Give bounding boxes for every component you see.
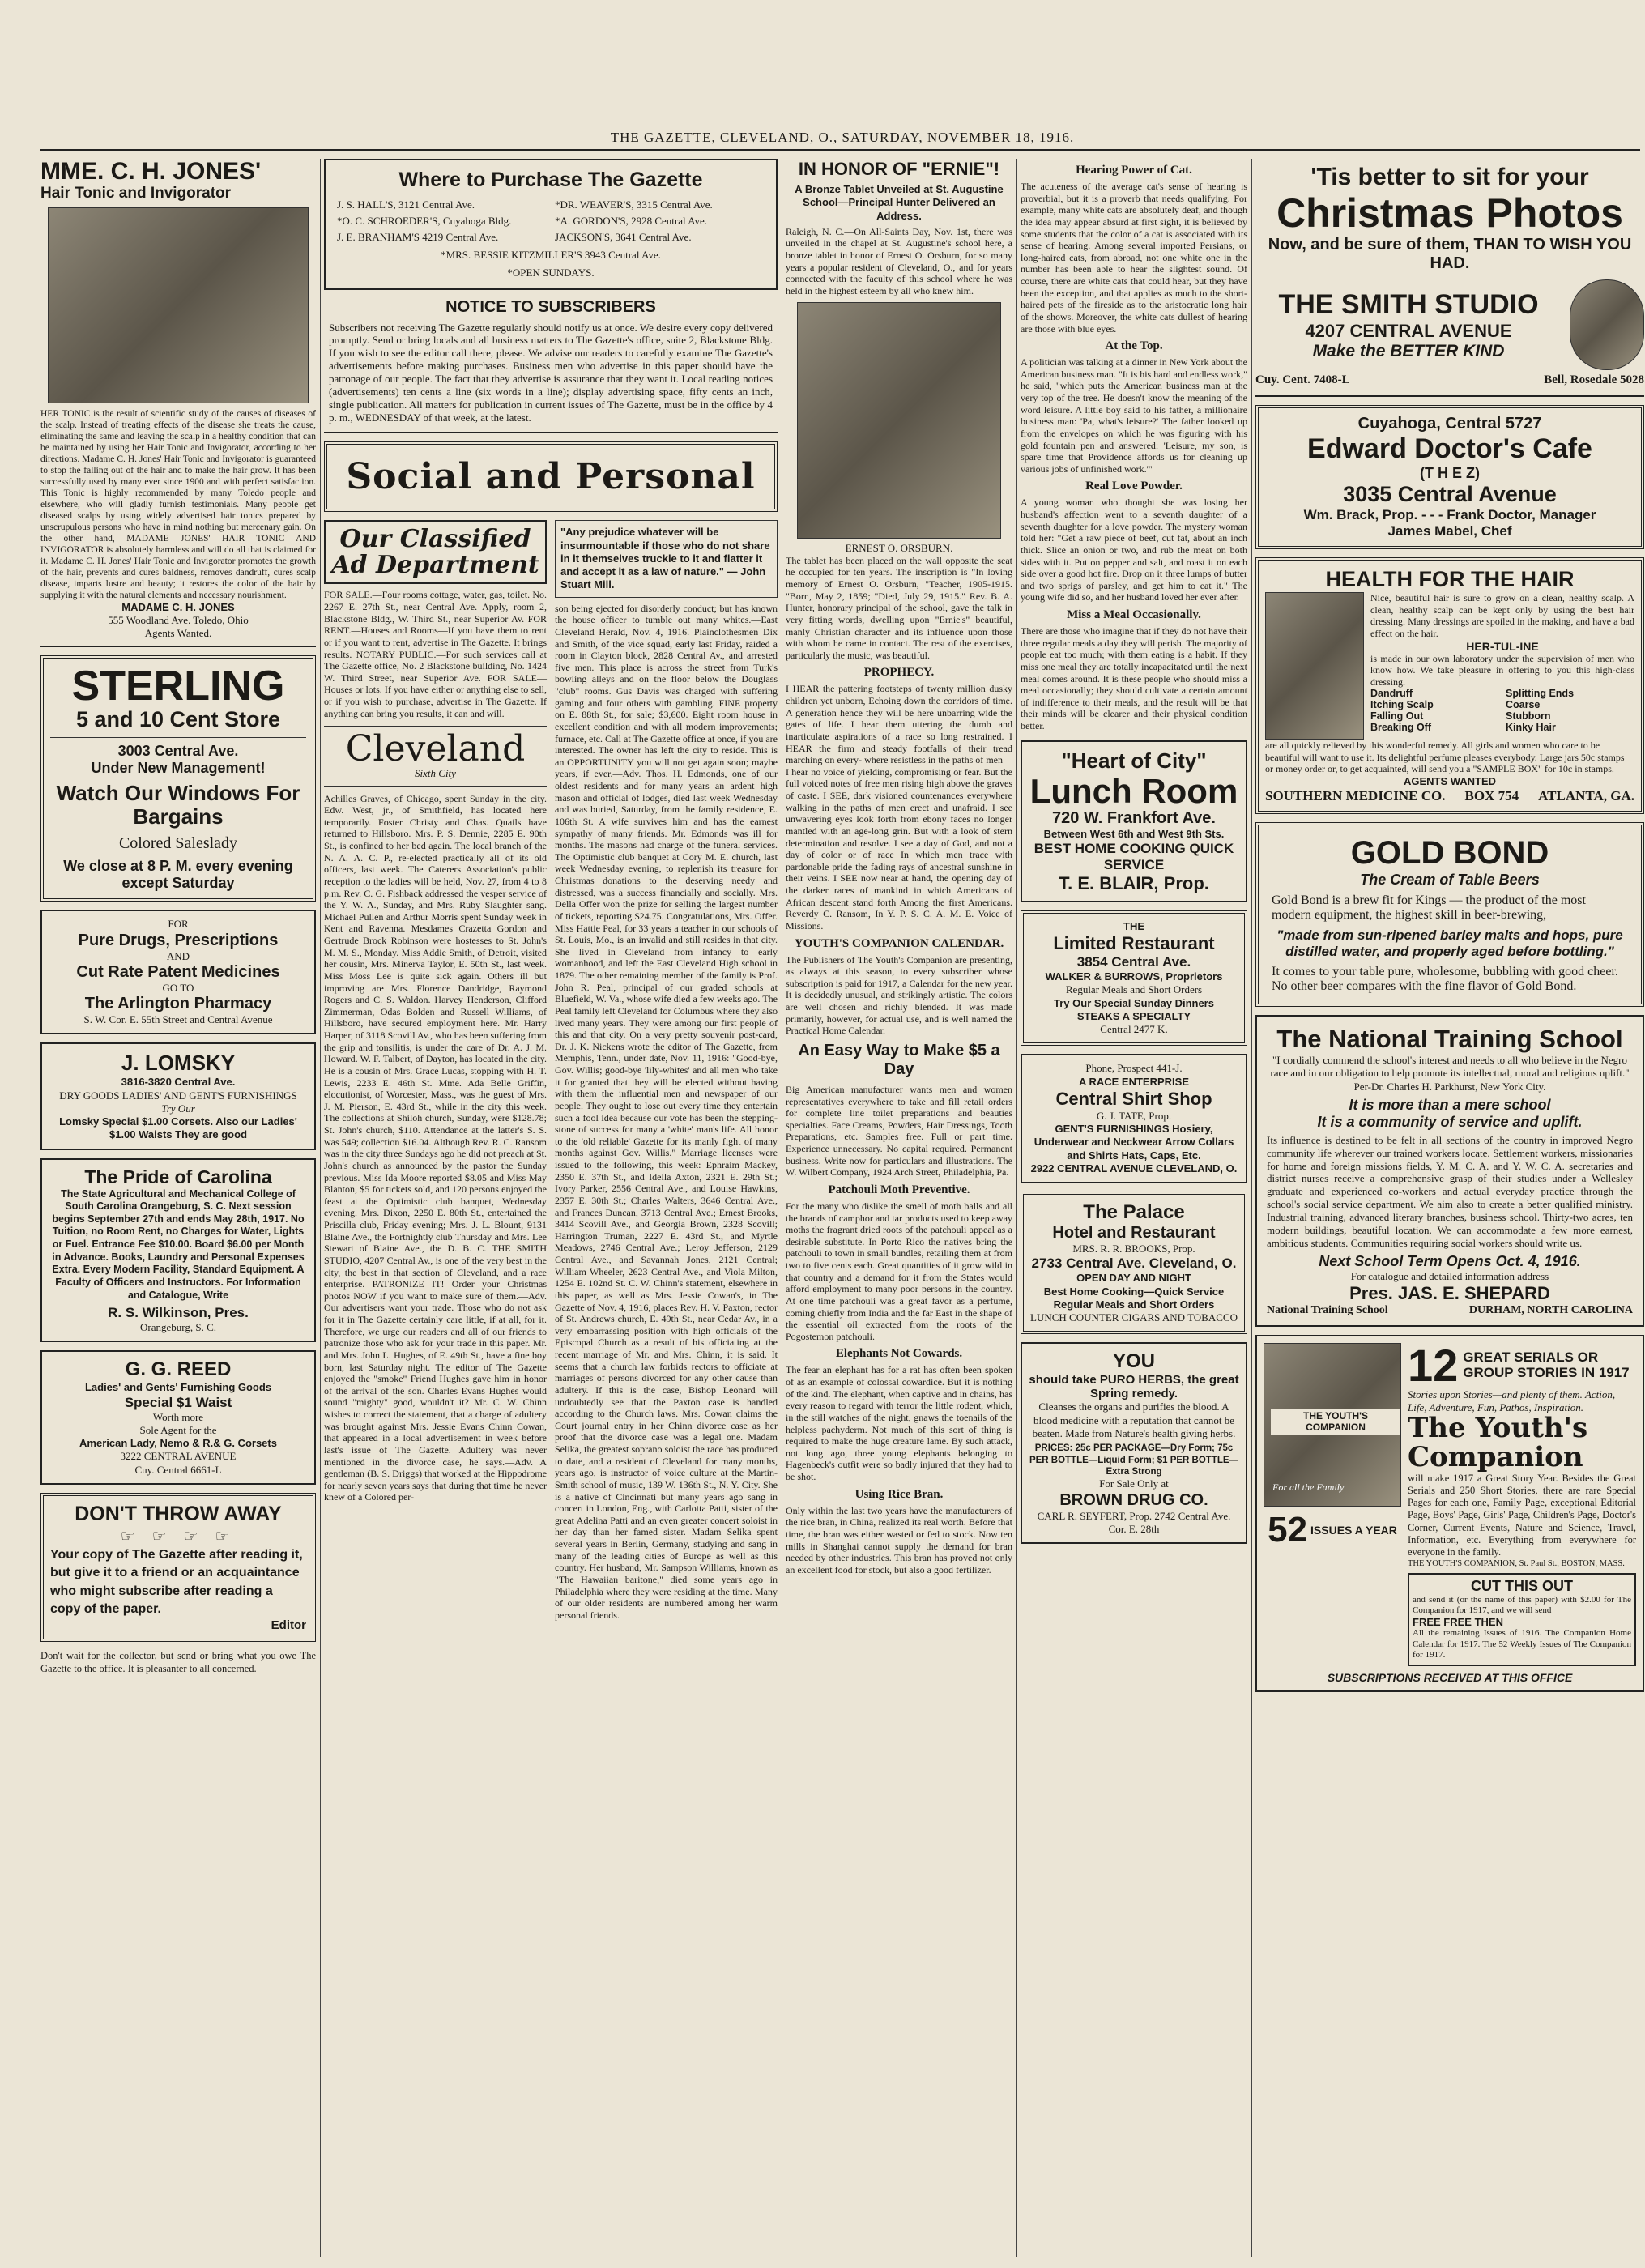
arlington-goto: GO TO <box>162 981 194 994</box>
studio-phones <box>1255 373 1644 387</box>
hair-company <box>1265 788 1634 804</box>
cafe-the: (T H E Z) <box>1420 465 1480 481</box>
limited-the: THE <box>1123 919 1144 932</box>
nts-term: Next School Term Opens Oct. 4, 1916. <box>1319 1252 1581 1269</box>
jones-title: MME. C. H. JONES' <box>40 159 262 185</box>
classified-title: Our Classified Ad Department <box>331 525 539 579</box>
throw-body: Your copy of The Gazette after reading it, but give it to a friend or an acquaintance who might subscribe after reading a copy of the paper. <box>50 1547 303 1617</box>
column-1 <box>40 159 316 2257</box>
throw-title: DON'T THROW AWAY <box>75 1502 282 1525</box>
column-3 <box>786 159 1012 2257</box>
puro-title: should take PURO HERBS, the great Spring remedy. <box>1029 1373 1239 1401</box>
hair-health-ad <box>1255 557 1644 814</box>
column-rule <box>320 159 321 2257</box>
nts-place: DURHAM, NORTH CAROLINA <box>1468 1303 1633 1316</box>
column-rule <box>1251 159 1252 2257</box>
yc-magazine-label: THE YOUTH'S COMPANION <box>1271 1409 1400 1435</box>
arlington-and: AND <box>166 949 190 962</box>
miss-meal-title: Miss a Meal Occasionally. <box>1067 608 1201 621</box>
hair-agents: AGENTS WANTED <box>1403 774 1497 787</box>
carolina-place: Orangeburg, S. C. <box>139 1321 216 1334</box>
ernie-deck: A Bronze Tablet Unveiled at St. Augustine School—Principal Hunter Delivered an Address. <box>795 183 1004 222</box>
youths-companion-ad <box>1255 1335 1644 1692</box>
reed-corsets: American Lady, Nemo & R.& G. Corsets <box>79 1437 277 1450</box>
lunch-room-ad <box>1021 740 1247 902</box>
top-body: A politician was talking at a dinner in New York about the American business man. "It is his hard and endless work," he said, "which puts the American business man at the very top of the tree. He doesn't know the meaning of the word leisure. A little boy said to his father, a millionaire business man: 'Pa, what's leisure?' The father looked up from the envelopes on which he was figuring with his gold fountain pen and answered: 'Leisure, my son, is spare time that Providence affords us for cleaning up various jobs of unfinished work.'" <box>1021 356 1247 475</box>
xmas-sub: Now, and be sure of them, THAN TO WISH YOU HAD. <box>1268 236 1632 272</box>
column-rule <box>1016 159 1017 2257</box>
limited-meals: Regular Meals and Short Orders <box>1065 983 1203 996</box>
studio-address: 4207 CENTRAL AVENUE <box>1305 320 1512 341</box>
yc-great: GREAT SERIALS OR GROUP STORIES IN 1917 <box>1463 1349 1630 1380</box>
lunch-best: BEST HOME COOKING QUICK SERVICE <box>1033 840 1234 872</box>
yc-header <box>1408 1339 1636 1391</box>
jones-agents: Agents Wanted. <box>144 627 212 640</box>
yc-text <box>1408 1339 1636 1666</box>
throw-sign: Editor <box>271 1618 306 1633</box>
mill-quote: "Any prejudice whatever will be insurmountable if those who do not share in it themselves truckle to it and flatter it and accept it as a law of nature." — John Stuart Mill. <box>555 520 778 597</box>
hair-box: BOX 754 <box>1464 788 1519 804</box>
smith-studio-ad <box>1255 159 1644 397</box>
patchouli-title: Patchouli Moth Preventive. <box>828 1183 970 1196</box>
hair-text <box>1370 592 1634 740</box>
limited-props: WALKER & BURROWS, Proprietors <box>1045 970 1223 983</box>
yc-52: 52 <box>1268 1509 1308 1550</box>
collector-note: Don't wait for the collector, but send or bring what you owe The Gazette to the office. It is pleasanter to all concerned. <box>40 1650 316 1674</box>
top-title: At the Top. <box>1105 339 1163 353</box>
purchase-item: JACKSON'S, 3641 Central Ave. <box>555 231 692 243</box>
studio-name: THE SMITH STUDIO <box>1278 288 1539 320</box>
prophecy-title: PROPHECY. <box>863 666 935 680</box>
ernie-body-2: The tablet has been placed on the wall opposite the seat he occupied for ten years. The inscription is "In loving memory of Ernest O. Orsburn, "Teacher, 1905-1915. "Born, May 2, 1859; "Died, July 29, 1915." Rev. B. A. Hunter, honorary principal of the school, gave the talk in very fitting words, dwelling upon "Ernie's" beautiful, manly Christian character and its influence upon those with whom he came in contact. The rest of the exercises, particularly the music, was beautiful. <box>786 554 1012 661</box>
doctor-cafe-ad <box>1255 405 1644 549</box>
pointing-hands-icon: ☞ ☞ ☞ ☞ <box>120 1527 237 1545</box>
throw-away-ad <box>40 1493 316 1643</box>
social-banner <box>324 441 778 512</box>
carolina-ad <box>40 1158 316 1343</box>
reed-phone: Cuy. Central 6661-L <box>134 1463 222 1476</box>
social-left-column <box>324 520 547 1621</box>
hair-body-2: is made in our own laboratory under the supervision of men who know how. We take pleasure in offering to you this high-class dressing. <box>1370 652 1634 688</box>
cleveland-sub: Sixth City <box>415 767 456 780</box>
carolina-title: The Pride of Carolina <box>84 1166 272 1187</box>
lomsky-address: 3816-3820 Central Ave. <box>121 1076 236 1089</box>
hair-city: ATLANTA, GA. <box>1538 788 1634 804</box>
jones-address: 555 Woodland Ave. Toledo, Ohio <box>108 614 249 627</box>
nts-quote: "I cordially commend the school's interest and needs to all who believe in the Negro race and in our obligation to help promote its intellectual, moral and religious uplift." Per-Dr. Charles H. Parkhurst, New York City. <box>1270 1054 1630 1093</box>
limited-restaurant-ad <box>1021 910 1247 1047</box>
limited-steaks: STEAKS A SPECIALTY <box>1076 1009 1191 1022</box>
palace-hotel-ad <box>1021 1192 1247 1334</box>
hair-list-item: Kinky Hair <box>1506 722 1556 734</box>
rice-bran-title: Using Rice Bran. <box>854 1487 944 1501</box>
palace-best: Best Home Cooking—Quick Service <box>1043 1285 1225 1298</box>
puro-herbs-ad <box>1021 1342 1247 1544</box>
purchase-list <box>337 198 765 244</box>
studio-phone: Bell, Rosedale 5028 <box>1544 373 1644 386</box>
social-title: Social and Personal <box>346 456 756 498</box>
yc-12: 12 <box>1408 1339 1459 1391</box>
limited-phone: Central 2477 K. <box>1100 1023 1168 1036</box>
sterling-ad <box>40 655 316 902</box>
gold-body: Gold Bond is a brew fit for Kings — the product of the most modern equipment, the highest skill in beer-brewing, <box>1272 893 1586 923</box>
elephants-body: The fear an elephant has for a rat has often been spoken of as an example of colossal cowardice. But it is nothing of the kind. The elephant, when captive and in chains, has every reason to regard with terror the little rodent, which, in the still watches of the night, gnaws the toenails of the helpless pachyderm. Not much of this sort of thing is required to make the huge creature lame. By such attack, not long ago, three young elephants belonging to Hagenbeck's outfit were so badly injured that they had to be shot. <box>786 1364 1012 1482</box>
hair-list-item: Dandruff <box>1370 688 1413 700</box>
lunch-address: 720 W. Frankfort Ave. <box>1052 808 1216 827</box>
gold-sub: The Cream of Table Beers <box>1360 872 1540 889</box>
purchase-item: J. S. HALL'S, 3121 Central Ave. <box>337 198 475 211</box>
reed-name: G. G. REED <box>125 1358 232 1381</box>
lunch-title: Lunch Room <box>1029 771 1238 810</box>
cafe-address: 3035 Central Avenue <box>1343 482 1557 506</box>
purchase-item: J. E. BRANHAM'S 4219 Central Ave. <box>337 231 499 243</box>
cafe-title: Edward Doctor's Cafe <box>1307 433 1592 464</box>
reed-line1: Ladies' and Gents' Furnishing Goods <box>84 1381 272 1394</box>
carolina-body: The State Agricultural and Mechanical College of South Carolina Orangeburg, S. C. Next session begins September 27th and ends May 28th, 1917. No Tuition, no Room Rent, no Charges for Water, Lights or Fuel. Entrance Fee $10.00. Board $6.00 per Month in Advance. Books, Laundry and Personal Expenses Extra. Every Modern Facility, Standard Equipment. A Faculty of Officers and Instructors. For Information and Catalogue, Write <box>52 1187 305 1301</box>
cleveland-header <box>324 726 547 786</box>
shirt-race: A RACE ENTERPRISE <box>1078 1075 1190 1088</box>
studio-tag: Make the BETTER KIND <box>1312 341 1505 360</box>
palace-title: Hotel and Restaurant <box>1052 1224 1216 1243</box>
prophecy-body: I HEAR the pattering footsteps of twenty million dusky children yet unborn, Echoing down the corridors of time. A generation hence they will be here unbarring wide the gates of life. I hear them uttering the dumb and inarticulate aspirations of a race so long restrained. I HEAR the firm and steady footfalls of their tread marching on every- where resistless in the paths of men— I hear no voice of yielding, compromising or fear. But the full voiced notes of free men rising high above the graves of caste. I SEE, dark visioned countenances everywhere walking in the paths of men erect and unafraid. I see unwavering eyes look forth from ebony faces no longer mantled with an age-long grin. But with a look of stern determination and resolve. I see a day of God, and not a day of color or of race In which men trace with pardonable pride the fading rays of ancestral sunshine in their veins. I SEE now near at hand, the opening day of the darker races of mankind in which Americans of African descent stand forth Among the first Americans. Reverdy C. Ransom, In Y. P. S. C. A. M. E. Voice of Missions. <box>786 683 1012 932</box>
cleveland-title: Cleveland <box>345 728 526 770</box>
cut-title: CUT THIS OUT <box>1471 1577 1573 1594</box>
nts-pres: Pres. JAS. E. SHEPARD <box>1349 1282 1550 1303</box>
cut-free: FREE FREE THEN <box>1413 1616 1503 1629</box>
reed-worth: Worth more <box>152 1410 204 1423</box>
puro-store: BROWN DRUG CO. <box>1059 1490 1208 1509</box>
xmas-title: Christmas Photos <box>1276 190 1623 236</box>
elephants-title: Elephants Not Cowards. <box>835 1347 963 1361</box>
arlington-for: FOR <box>168 918 189 931</box>
rice-bran-body: Only within the last two years have the manufacturers of the rice bran, in China, realized its real worth. Before that time, the bran was either wasted or fed to stock. Now ten mills in Shanghai cannot supply the demand for bran needed by other industries. This bran has proved not only an excellent food for stock, but also a good fertilizer. <box>786 1504 1012 1575</box>
reed-address: 3222 CENTRAL AVENUE <box>120 1450 237 1463</box>
hair-list <box>1370 688 1634 733</box>
cut-items: All the remaining Issues of 1916. The Companion Home Calendar for 1917. The 52 Weekly Issues of The Companion for 1917. <box>1413 1628 1631 1660</box>
studio-portrait <box>1570 279 1644 370</box>
nts-more: It is more than a mere school <box>1349 1096 1551 1113</box>
sterling-watch: Watch Our Windows For Bargains <box>56 780 300 829</box>
lomsky-special: Lomsky Special $1.00 Corsets. Also our Ladies' $1.00 Waists They are good <box>59 1115 297 1141</box>
yc-sub: Stories upon Stories—and plenty of them. Action, Life, Adventure, Fun, Pathos, Inspiration. <box>1408 1388 1616 1414</box>
lunch-prop: T. E. BLAIR, Prop. <box>1059 872 1209 893</box>
sterling-address: 3003 Central Ave. <box>117 742 239 759</box>
limited-try: Try Our Special Sunday Dinners <box>1054 996 1214 1009</box>
miss-meal-body: There are those who imagine that if they do not have their three regular meals a day they will perish. The majority of people eat too much; with them eating is a habit. If they miss one meal they are totally incapacitated until the next meal comes around. It is these people who should miss a meal occasionally; they should cultivate a certain amount of indifference to their meals, and the result will be that their minds will be clearer and their physical condition better. <box>1021 625 1247 731</box>
youth-calendar-body: The Publishers of The Youth's Companion are presenting, as always at this season, to every subscriber whose subscription is paid for 1917, a Calendar for the new year. It is decidedly unusual, and strikingly artistic. The colors are well chosen and richly blended. It was made primarily, however, for actual use, and is well named the Practical Home Calendar. <box>786 953 1012 1037</box>
hair-title: HEALTH FOR THE HAIR <box>1325 567 1575 591</box>
purchase-item: *MRS. BESSIE KITZMILLER'S 3943 Central Ave. <box>441 249 661 261</box>
ernie-body: Raleigh, N. C.—On All-Saints Day, Nov. 1st, there was unveiled in the chapel at St. Augustine's school here, a bronze tablet in honor of Ernest O. Orsburn, for so many years a popular resident of Cleveland, O., and for years connected with the faculty of this school where he was held in the highest esteem by all who knew him. <box>786 225 1012 296</box>
shirt-phone: Phone, Prospect 441-J. <box>1085 1062 1183 1075</box>
notice-section <box>324 298 778 434</box>
studio-row <box>1255 279 1644 370</box>
hair-list-item: Coarse <box>1506 699 1541 711</box>
palace-prop: MRS. R. R. BROOKS, Prop. <box>1072 1243 1195 1256</box>
arlington-name: The Arlington Pharmacy <box>84 995 272 1013</box>
hair-list-item: Breaking Off <box>1370 722 1432 734</box>
cut-this-out <box>1408 1573 1636 1666</box>
arlington-line1: Pure Drugs, Prescriptions <box>78 931 279 949</box>
shirt-prop: G. J. TATE, Prop. <box>1096 1109 1172 1122</box>
orsburn-portrait <box>797 302 1001 539</box>
easy-way-body: Big American manufacturer wants men and women representatives everywhere to take and fill retail orders for complete line toilet preparations and beauties specialties. Face Creams, Powders, Hair Dressings, Tooth Preparations, etc. Samples free. Full or part time. Experience unnecessary. No capital required. Permanent business. Write now for particulars and illustrations. The W. Wilbert Company, 1924 Arch Street, Philadelphia, Pa. <box>786 1083 1012 1179</box>
xmas-line: 'Tis better to sit for your <box>1310 164 1589 190</box>
shirt-address: 2922 CENTRAL AVENUE CLEVELAND, O. <box>1030 1162 1238 1174</box>
purchase-sundays: *OPEN SUNDAYS. <box>507 266 595 279</box>
sterling-title: STERLING <box>71 662 285 710</box>
palace-the: The Palace <box>1083 1201 1185 1224</box>
nts-title: The National Training School <box>1276 1025 1623 1054</box>
training-school-ad <box>1255 1015 1644 1327</box>
gold-quote: "made from sun-ripened barley malts and hops, pure distilled water, and properly aged before bottling." <box>1276 927 1623 960</box>
puro-body: Cleanses the organs and purifies the blood. A blood medicine with a reputation that cannot be beaten. Made from Nature's health giving herbs. <box>1032 1400 1236 1439</box>
cat-body: The acuteness of the average cat's sense of hearing is proverbial, but it is a proverb that needs qualifying. For example, many white cats are absolutely deaf, and though the idea may appear absurd at first sight, it is believed by some students that the color of a cat is associated with its sense of hearing. Among several imported Persians, or long-haired cats, from abroad, not one white one in the number has been able to hear the slightest sound. Of course, there are white cats that could hear, but they have been the exception, and that applies as much to the short-haired pets of the fireside as to the aristocratic long hair of the shows. Moreover, the white cats dullest of hearing are those with blue eyes. <box>1021 181 1247 335</box>
social-right-text: son being ejected for disorderly conduct; but has known the house officer to tumble out many whites.—East Cleveland Herald, Nov. 4, 1916. Plainclothesmen Dix and Smith, of the vice squad, early last Friday, raided a room in Clayton block, 2828 Central Av., and arrested five men. This place is across the street from Turk's bowling alleys and on the floor below the Douglass "club" rooms. Gus Davis was charged with suffering gaming and four others with gambling. FINE property on E. 88th St., for sale; $3,600. Eight room house in excellent condition and with all modern improvements; furnace, etc. Call at The Gazette office at once, if you are interested. The owner has left the city to reside. This is an OPPORTUNITY you will not get again soon; maybe years, if ever.—Adv. Thos. H. Edmonds, one of our oldest residents and for many years an ardent high mason and official of lodges, died last week Wednesday and was buried, Saturday, from the family residence, E. 106th St. A wife survives him and has the earnest sympathy of many friends. Mr. Edmonds was ill for months. The masons had charge of the funeral services. The Optimistic club banquet at Cory M. E. church, last week Wednesday evening, to replenish its treasure for Christmas donations to the deserving needy and distressed, was a success financially and socially. Mrs. Della Offer won the prize for selling the largest number of tickets, reporting $24.75. Congratulations, Mrs. Offer. Miss Hattie Peal, for 33 years a teacher in our schools of St. Louis, Mo., is an invalid and still resides in that city. She lived in Cleveland from infancy to early womanhood, and left the East Cleveland High school in 1879. The other remaining member of the family is Prof. John R. Peal, principal of our graded schools at Bluefield, W. Va., whose wife died a few weeks ago. The Peal family left Cleveland for Columbus where they also lived many years. They were among our first people of this and that city. On a very pretty souvenir post-card, Dr. J. K. Nickens wrote the editor of The Gazette, from Memphis, Tenn., under date, Nov. 11, 1916: "Good-bye, Gov. Willis; good-bye 'lily-whites' and all men who take it for granted that they will be elected without having with them the influential men and newspaper of our people. They ought to lose out every time they entertain such a fool idea because our vote has been the stepping-stone of success for many a 'white' man's life. All honor to the 'old reliable' Gazette for its manly fight of many months against Gov. Willis." Marriage licenses were issued to the following, this week: Ephraim Mackey, 2350 E. 37th St., and Idella Axton, 2321 E. 29th St.; Ivory Parker, 2556 Central Ave., and Louise Hawkins, 2357 E. 30th St.; Charles Walters, 3646 Central Ave., and Frances Duncan, 3713 Central Ave.; Ernest Brooks, 3414 Scovill Ave., and Georgia Brown, 2328 Scovill; Harrington Truman, 2227 E. 43rd St., and Myrtle Meadows, 2746 Central Ave.; Leroy Jefferson, 2129 Central Ave., and Savannah Jones, 2121 Central; William Wheeler, 2623 Central Ave., and Viola Milton, 1254 E. 102nd St. C. W. Chinn's statement, elsewhere in this paper, as well as Mrs. Jessie Cowan's, in The Gazette of Nov. 4, 1916, places Rev. H. V. Paxton, rector of St. Andrews church, E. 49th St., near Cedar Av., in a very embarrassing position with high officials of the Episcopal Church as a result of his officiating at the recent marriage of Mr. and Mrs. Chinn, it is said. It seems that a church law forbids rectors to officiate at marriages of persons divorced for any other cause than adultery. If this is the case, Bishop Leonard will undoubtedly see that the Paxton case is handled according to the Church laws. Mrs. Cowan claims the Court journal entry in her Chinn divorce case as her proof that the divorce case was a legal one. Madam Selika, the greatest soprano soloist the race has produced to date, and a resident of Cleveland for many months, years ago, is instructor of voice culture at the Martin-Smith school of music, 139 W. 136th St., N. Y. City. She is a native of Cincinnati but many years ago sang in concert in London, Eng., with Carlotta Patti, sister of the great Adelina Patti and an even greater concert soloist in her day than her famed sister. Madam Selika spent several years in Berlin, Germany, studying and sang in many of the leading cities of Europe as well as this country. Her husband, Mr. Sampson Williams, known as "The Hawaiian baritone," died some years ago in Philadelphia where they were residing at the time. Many of our older residents are numbered among her warm personal friends. <box>555 602 778 1621</box>
limited-address: 3854 Central Ave. <box>1076 954 1191 970</box>
notice-title: NOTICE TO SUBSCRIBERS <box>445 297 656 316</box>
hair-list-item: Stubborn <box>1506 710 1551 723</box>
column-4 <box>1021 159 1247 2257</box>
arlington-ad <box>40 910 316 1034</box>
jones-signature: MADAME C. H. JONES <box>121 600 235 613</box>
palace-address: 2733 Central Ave. Cleveland, O. <box>1031 1256 1237 1272</box>
yc-title-1: The Youth's <box>1408 1412 1588 1445</box>
lunch-quote: "Heart of City" <box>1061 748 1207 773</box>
love-powder-title: Real Love Powder. <box>1085 480 1183 493</box>
purchase-item: *DR. WEAVER'S, 3315 Central Ave. <box>555 198 713 211</box>
studio-phone: Cuy. Cent. 7408-L <box>1255 373 1350 386</box>
classified-header <box>324 520 547 584</box>
arlington-address: S. W. Cor. E. 55th Street and Central Avenue <box>83 1013 273 1026</box>
nts-catalogue: For catalogue and detailed information address <box>1350 1269 1549 1282</box>
masthead-rule <box>40 149 1640 151</box>
gold-body-2: It comes to your table pure, wholesome, bubbling with good cheer. No other beer compares with the fine flavor of Gold Bond. <box>1272 965 1618 994</box>
cafe-chef: James Mabel, Chef <box>1387 523 1512 539</box>
gold-title: GOLD BOND <box>1350 835 1549 872</box>
shirt-title: Central Shirt Shop <box>1055 1088 1212 1109</box>
sterling-subtitle: 5 and 10 Cent Store <box>75 706 281 731</box>
shirt-body: GENT'S FURNISHINGS Hosiery, Underwear and Neckwear Arrow Collars and Shirts Hats, Caps, Etc. <box>1033 1123 1234 1162</box>
column-2 <box>324 159 778 2257</box>
sterling-colored: Colored Saleslady <box>118 834 238 853</box>
hair-list-item: Itching Scalp <box>1370 699 1434 711</box>
jones-ad <box>40 159 316 647</box>
nts-body: Its influence is destined to be felt in all sections of the country in improved Negro community life wherever our trained workers locate. Settlement workers, missionaries for home and foreign missions fields, Y. M. C. A. and Y. W. C. A. secretaries and district nurses receive a comprehensive grasp of their studies under a Wellesley graduate and experienced co-workers and actual everyday practice through the school's social service department. We aim also to create a better qualified ministry. Industrial training, advanced literary branches, business school. Thirty-two acres, ten modern buildings, beautiful location. We can accommodate a few more earnest, ambitious students. Communities requiring social workers should write us. <box>1267 1133 1633 1249</box>
hair-body: Nice, beautiful hair is sure to grow on a clean, healthy scalp. A clean, healthy scalp can be kept only by using the best hair dressing. Many dressings are spoiled in the making, and have a bad effect on the hair. <box>1370 592 1634 639</box>
jones-subtitle: Hair Tonic and Invigorator <box>40 184 232 202</box>
cut-subscriptions: SUBSCRIPTIONS RECEIVED AT THIS OFFICE <box>1327 1670 1573 1684</box>
easy-way-title: An Easy Way to Make $5 a Day <box>798 1041 1000 1078</box>
arlington-line2: Cut Rate Patent Medicines <box>76 962 280 981</box>
cat-title: Hearing Power of Cat. <box>1076 164 1192 177</box>
youth-calendar-title: YOUTH'S COMPANION CALENDAR. <box>794 936 1004 950</box>
yc-magazine-image <box>1264 1343 1401 1507</box>
yc-family: For all the Family <box>1272 1481 1345 1493</box>
palace-lunch: LUNCH COUNTER CIGARS AND TOBACCO <box>1030 1311 1238 1324</box>
carolina-sign: R. S. Wilkinson, Pres. <box>108 1305 249 1321</box>
love-powder-body: A young woman who thought she was losing her husband's affection went to a seventh daughter of a seventh daughter for a love powder. The mystery woman told her: "Get a raw piece of beef, cut fat, about an inch thick. Slice an onion or two, and rub the meat on both sides with it. Put on pepper and salt, and roast it on each side over a good hot fire. Drop on it three lumps of butter and two sprigs of parsley, and get him to eat it." The young wife did so, and her husband loved her ever after. <box>1021 497 1247 603</box>
jones-body: HER TONIC is the result of scientific study of the causes of diseases of the scalp. Instead of treating effects of the disease she treats the cause, eliminating the same and leaving the scalp in a healthy condition that can be maintained by using her Hair Tonic and Invigorator, according to her directions. Madame C. H. Jones' Hair Tonic and Invigorator is guaranteed to stop the falling out of the hair and to make the hair grow. It has been successfully used by many ever since 1900 and with perfect satisfaction. This Tonic is highly recommended by many Toledo people and elsewhere, who will gladly furnish testimonials. Many people get diseased scalps by using widely advertised hair tonics prepared by unscrupulous persons who have in mind nothing but mercenary gain. On the other hand, MADAME JONES' HAIR TONIC AND INVIGORATOR is absolutely harmless and will do all that is claimed for it. Madame C. H. Jones' Hair Tonic and Invigorator promotes the growth of the hair, prevents and cures baldness, removes dandruff, cures scalp disease, imparts lustre and beauty; it restores the color of the hair by supplying it with the natural elements and necessary nourishment. <box>40 408 316 600</box>
limited-title: Limited Restaurant <box>1053 933 1215 954</box>
hair-portrait <box>1265 592 1364 740</box>
jones-portrait <box>48 207 309 403</box>
yc-issues <box>1264 1510 1401 1550</box>
lomsky-ad <box>40 1042 316 1149</box>
hair-brand: HER-TUL-INE <box>1466 639 1539 653</box>
yc-issues-label: ISSUES A YEAR <box>1310 1523 1397 1537</box>
lomsky-body: DRY GOODS LADIES' AND GENT'S FURNISHINGS <box>59 1089 297 1102</box>
sterling-mgmt: Under New Management! <box>91 759 266 776</box>
reed-ad <box>40 1350 316 1485</box>
sterling-hours: We close at 8 P. M. every evening except Saturday <box>63 858 293 892</box>
masthead: THE GAZETTE, CLEVELAND, O., SATURDAY, NOVEMBER 18, 1916. <box>610 130 1075 145</box>
social-left-text: Achilles Graves, of Chicago, spent Sunday in the city. Edw. West, jr., of Smithfield, has located here temporarily. Foster Christy and Chas. Quails have returned to Hillsboro. Mrs. P. S. Dennie, 2285 E. 90th St., is confined to her bed again. The local branch of the N. A. A. C. P., re-elected practically all of its old officers, last week. The Caterers Association's public reception to the ladies will be held, Nov. 27, from 4 to 8 p.m. Rev. C. G. Fishback addressed the vesper service of the Y. W. A., Sunday, and Mrs. Ruby Slaughter sang. Michael Pullen and Arthur Morris spent Sunday week in Kent and Ravenna. Mesdames Crazetta Gordon and Gertrude Brock Robinson were hostesses to St. John's M. M. S., Monday. Miss Addie Smith, of Detroit, visited her cousin, Mrs. Minerva Taylor, E. 50th St., last week. Miss Moss Lee is quite sick again. Others ill but improving are Mrs. Florence Dandridge, Raymond Rogers and C. S. Waldon. Harvey Henderson, Clifford Zimmerman, Odas Bolden and Russell Williams, of Hillsboro, have secured employment here. Mr. Harry Harper, of 3118 Scovill Av., who has been suffering from the grip and tonsilitis, is under the care of Dr. A. J. M. Howard. W. F. Talbert, of Dayton, has located in the city. He is a cousin of Mrs. Grace Lucas, stopping with H. T. Lewis, 2233 E. 46th St. Mme. Ada Belle Griffin, elocutionist, of Worcester, Mass., was the guest of Mrs. J. M. Pierson, E. 43rd St., while in the city this week. The collections at Shiloh church, Sunday, were $128.78; St. John's church, $110. Attendance at the latter's S. S. was 549; collection $16.04. Although Rev. R. C. Ransom was in the city three Sundays ago he did not preach at St. John's church as announced by the pastor the Sunday previous. Miss Ida Moore reported $8.05 and Miss May Blanton, $5 for tickets sold, and 120 persons enjoyed the feast at the Optimistic club banquet, Wednesday evening. Mrs. Dixon, 2250 E. 80th St., entertained the Priscilla club, Friday evening; Mrs. J. L. Blount, 9131 Blaine Ave., the Fortnightly club Thursday and Mrs. Lee Stewart of Blaine Ave., the D. B. C. THE SMITH STUDIO, 4207 Central Av., is one of the very best in the city, the best in that section of Cleveland, and a race enterprise. PATRONIZE IT! Order your Christmas photos NOW if you want to make sure of them.—Adv. Our advertisers want your trade. Those who do not ask for it in The Gazette certainly care little, if at all, for it. Therefore, we urge our readers and all of our friends to patronize those who ask for your trade in this paper. Mr. and Mrs. John L. Hughes, of E. 49th St., have a fine boy born, last Saturday night. The editor of The Gazette enjoyed the "smoke" Friend Hughes gave him in honor of the arrival of the son. Charles Evans Hughes would sound "mighty" good, wouldn't it? Mr. C. W. Chinn wishes to correct the statement, that a charge of adultery was brought against Mrs. Jessie Evans Chinn Cowan, that appeared in a local advertisement in week before last's issue of The Gazette. Adultery was never mentioned in the divorce case, he says.—Adv. A gentleman (B. S. Driggs) that worked at the Hippodrome for nearly seven years says that during that time he never knew of a Colored per- <box>324 792 547 1503</box>
puro-sale: For Sale Only at <box>1099 1477 1169 1490</box>
yc-body: will make 1917 a Great Story Year. Besides the Great Serials and 250 Short Stories, there are rare Special Pages for each one, Family Page, exceptional Editorial Page, Boys' Page, Girls' Page, Children's Page, Doctor's Corner, Current Events, Nature and Science, Travel, Information, etc. Everything from everywhere for everyone in the family. <box>1408 1472 1636 1558</box>
hair-body-3: are all quickly relieved by this wonderful remedy. All girls and women who care to be beautiful will want to use it. Its delightful perfume pleases everybody. Large jars 50c stamps or money order or, to get acquainted, will send you a "SAMPLE BOX" for 10c in stamps. <box>1265 740 1625 775</box>
nts-footer <box>1267 1304 1633 1317</box>
notice-body: Subscribers not receiving The Gazette regularly should notify us at once. We desire every copy delivered promptly. Send or bring locals and all business matters to The Gazette's office, suite 2, Blackstone Bldg. If you wish to see the editor call there, please. We advise our readers to carefully examine The Gazette's advertisements before making purchases. Business men who advertise in this paper should have the patronage of our people. The fact that they advertise is assurance that they want it. Local reading notices (advertisements) ten cents a line (six words in a line); display advertising space, fifty cents an inch, single publication. All matters for publication in current issues of The Gazette, must be in the office by 4 p. m., WEDNESDAY of that week, at the latest. <box>329 321 773 424</box>
cafe-staff: Wm. Brack, Prop. - - - Frank Doctor, Manager <box>1303 507 1596 522</box>
reed-special: Special $1 Waist <box>124 1394 232 1410</box>
puro-you: YOU <box>1112 1350 1155 1373</box>
yc-magazine-stack <box>1264 1343 1401 1666</box>
palace-open: OPEN DAY AND NIGHT <box>1076 1272 1191 1285</box>
social-right-column <box>555 520 778 1621</box>
shirt-shop-ad <box>1021 1054 1247 1183</box>
cut-body: and send it (or the name of this paper) with $2.00 for The Companion for 1917, and we will send <box>1413 1594 1631 1616</box>
palace-meals: Regular Meals and Short Orders <box>1053 1298 1215 1311</box>
ernie-title: IN HONOR OF "ERNIE"! <box>798 159 1000 179</box>
hair-row <box>1265 592 1634 740</box>
classified-body: FOR SALE.—Four rooms cottage, water, gas, toilet. No. 2267 E. 27th St., near Central Ave. Apply, room 2, Blackstone Bldg., W. Third St., near Superior Av. FOR RENT.—Houses and Rooms—If you have them to rent or if you want to rent, advertise in The Gazette. It brings results. NOTARY PUBLIC.—For such services call at The Gazette office, No. 2 Blackstone building, No. 1424 W. Third Street, near Superior Ave. FOR SALE—Houses or lots. If you have either or anything else to sell, or if you wish to purchase, advertise in The Gazette. If anything can bring you results, it can and will. <box>324 589 547 719</box>
nts-comm: It is a community of service and uplift. <box>1317 1113 1583 1130</box>
purchase-title: Where to Purchase The Gazette <box>398 168 703 191</box>
hair-list-item: Falling Out <box>1370 710 1424 723</box>
nts-name: National Training School <box>1267 1303 1388 1316</box>
hair-list-item: Splitting Ends <box>1506 688 1575 700</box>
patchouli-body: For the many who dislike the smell of moth balls and all the brands of camphor and tar products used to keep away moths the fragrant dried roots of the patchouli appeal as a desirable substitute. In Porto Rico the natives bring the patchouli to town in small bundles, retailing them at from two to five cents each. Great quantities of it grow wild in that country and a demand for it from the States would afford employment to many poor persons in the country. At one time patchouli was a great favor as a perfume, coming chiefly from India and the far East in the shape of the essential oil extracted from the roots of the Pogostemon patchouli. <box>786 1200 1012 1342</box>
studio-info <box>1255 289 1562 361</box>
yc-publisher: THE YOUTH'S COMPANION, St. Paul St., BOSTON, MASS. <box>1408 1559 1625 1569</box>
orsburn-caption: ERNEST O. ORSBURN. <box>845 541 953 554</box>
puro-prices: PRICES: 25c PER PACKAGE—Dry Form; 75c PER BOTTLE—Liquid Form; $1 PER BOTTLE—Extra Strong <box>1029 1443 1239 1477</box>
hair-co: SOUTHERN MEDICINE CO. <box>1265 788 1446 804</box>
purchase-item: *A. GORDON'S, 2928 Central Ave. <box>555 215 708 227</box>
reed-agent: Sole Agent for the <box>139 1423 217 1436</box>
puro-address: CARL R. SEYFERT, Prop. 2742 Central Ave. Cor. E. 28th <box>1037 1509 1231 1535</box>
yc-title-2: Companion <box>1408 1441 1583 1474</box>
cafe-phone: Cuyahoga, Central 5727 <box>1357 415 1542 433</box>
yc-row <box>1264 1339 1636 1666</box>
lunch-between: Between West 6th and West 9th Sts. <box>1043 827 1225 840</box>
purchase-box <box>324 159 778 290</box>
purchase-item: *O. C. SCHROEDER'S, Cuyahoga Bldg. <box>337 215 512 227</box>
column-5 <box>1255 159 1644 2257</box>
gold-bond-ad <box>1255 822 1644 1007</box>
lomsky-try: Try Our <box>161 1102 195 1115</box>
social-columns <box>324 520 778 1621</box>
lomsky-name: J. LOMSKY <box>121 1051 236 1076</box>
